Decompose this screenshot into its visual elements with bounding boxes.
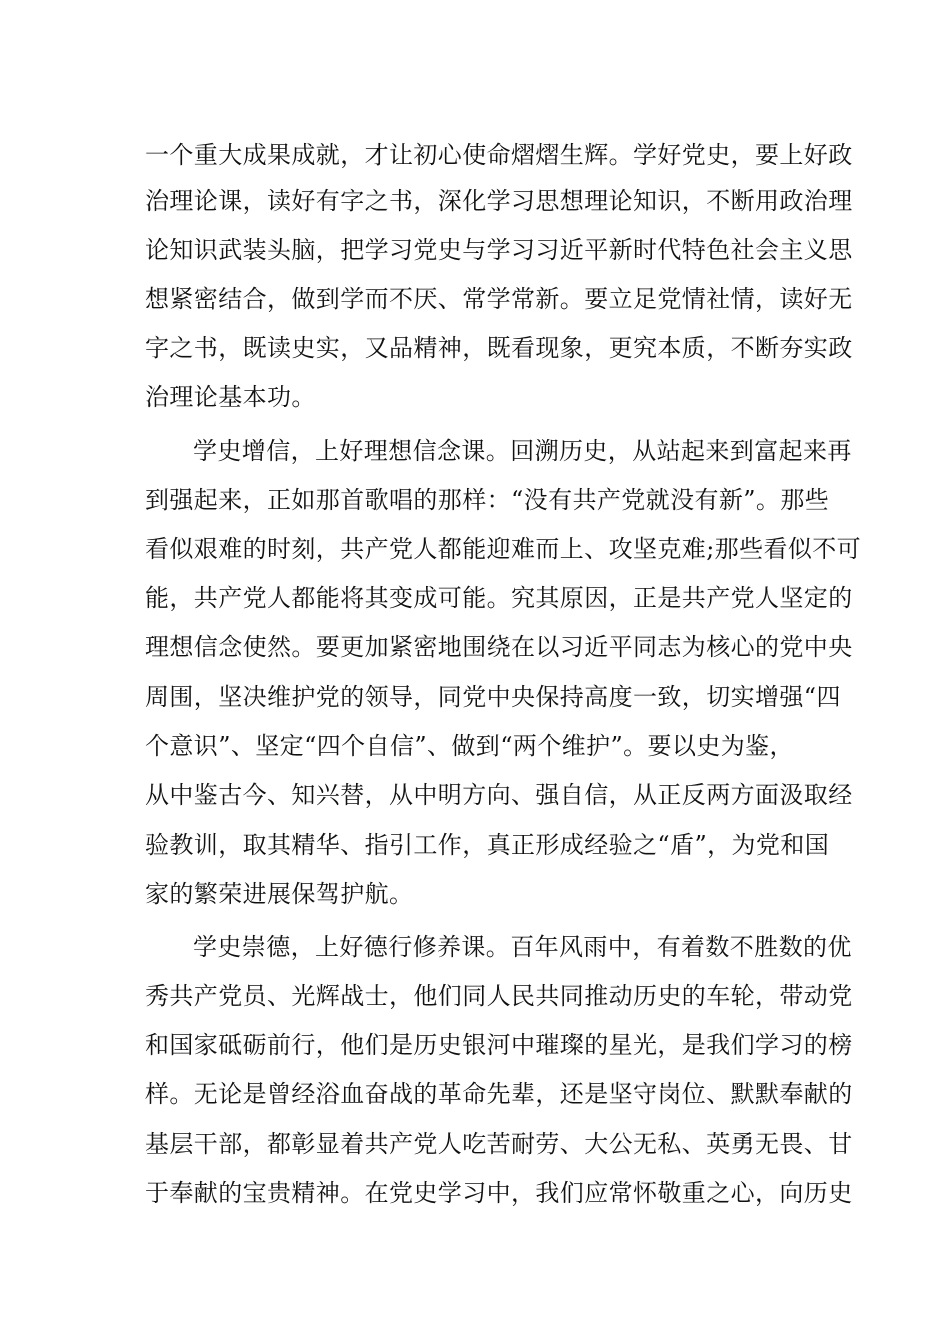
text-line: 字之书，既读史实，又品精神，既看现象，更究本质，不断夯实政 (145, 334, 853, 362)
text-line: 想紧密结合，做到学而不厌、常学常新。要立足党情社情，读好无 (145, 285, 853, 313)
text-line: 家的繁荣进展保驾护航。 (145, 880, 414, 908)
text-line: 秀共产党员、光辉战士，他们同人民共同推动历史的车轮，带动党 (145, 982, 853, 1010)
text-line: 理想信念使然。要更加紧密地围绕在以习近平同志为核心的党中央 (145, 633, 853, 661)
text-line: 个意识”、坚定“四个自信”、做到“两个维护”。要以史为鉴， (145, 732, 794, 760)
text-line: 论知识武装头脑，把学习党史与学习习近平新时代特色社会主义思 (145, 236, 853, 264)
text-line: 治理论基本功。 (145, 383, 316, 411)
paragraph-first-line: 学史增信，上好理想信念课。回溯历史，从站起来到富起来再 (193, 437, 852, 465)
text-line: 治理论课，读好有字之书，深化学习思想理论知识，不断用政治理 (145, 187, 853, 215)
text-line: 和国家砥砺前行，他们是历史银河中璀璨的星光，是我们学习的榜 (145, 1031, 853, 1059)
text-line: 验教训，取其精华、指引工作，真正形成经验之“盾”，为党和国 (145, 831, 830, 859)
text-line: 能，共产党人都能将其变成可能。究其原因，正是共产党人坚定的 (145, 584, 853, 612)
text-line: 样。无论是曾经浴血奋战的革命先辈，还是坚守岗位、默默奉献的 (145, 1080, 853, 1108)
text-line: 看似艰难的时刻，共产党人都能迎难而上、攻坚克难;那些看似不可 (145, 535, 862, 563)
text-line: 于奉献的宝贵精神。在党史学习中，我们应常怀敬重之心，向历史 (145, 1179, 853, 1207)
paragraph-first-line: 学史崇德，上好德行修养课。百年风雨中，有着数不胜数的优 (193, 933, 852, 961)
text-line: 基层干部，都彰显着共产党人吃苦耐劳、大公无私、英勇无畏、甘 (145, 1130, 853, 1158)
text-line: 周围，坚决维护党的领导，同党中央保持高度一致，切实增强“四 (145, 683, 841, 711)
text-line: 到强起来，正如那首歌唱的那样：“没有共产党就没有新”。那些 (145, 486, 830, 514)
text-line: 一个重大成果成就，才让初心使命熠熠生辉。学好党史，要上好政 (145, 141, 853, 169)
text-line: 从中鉴古今、知兴替，从中明方向、强自信，从正反两方面汲取经 (145, 781, 853, 809)
